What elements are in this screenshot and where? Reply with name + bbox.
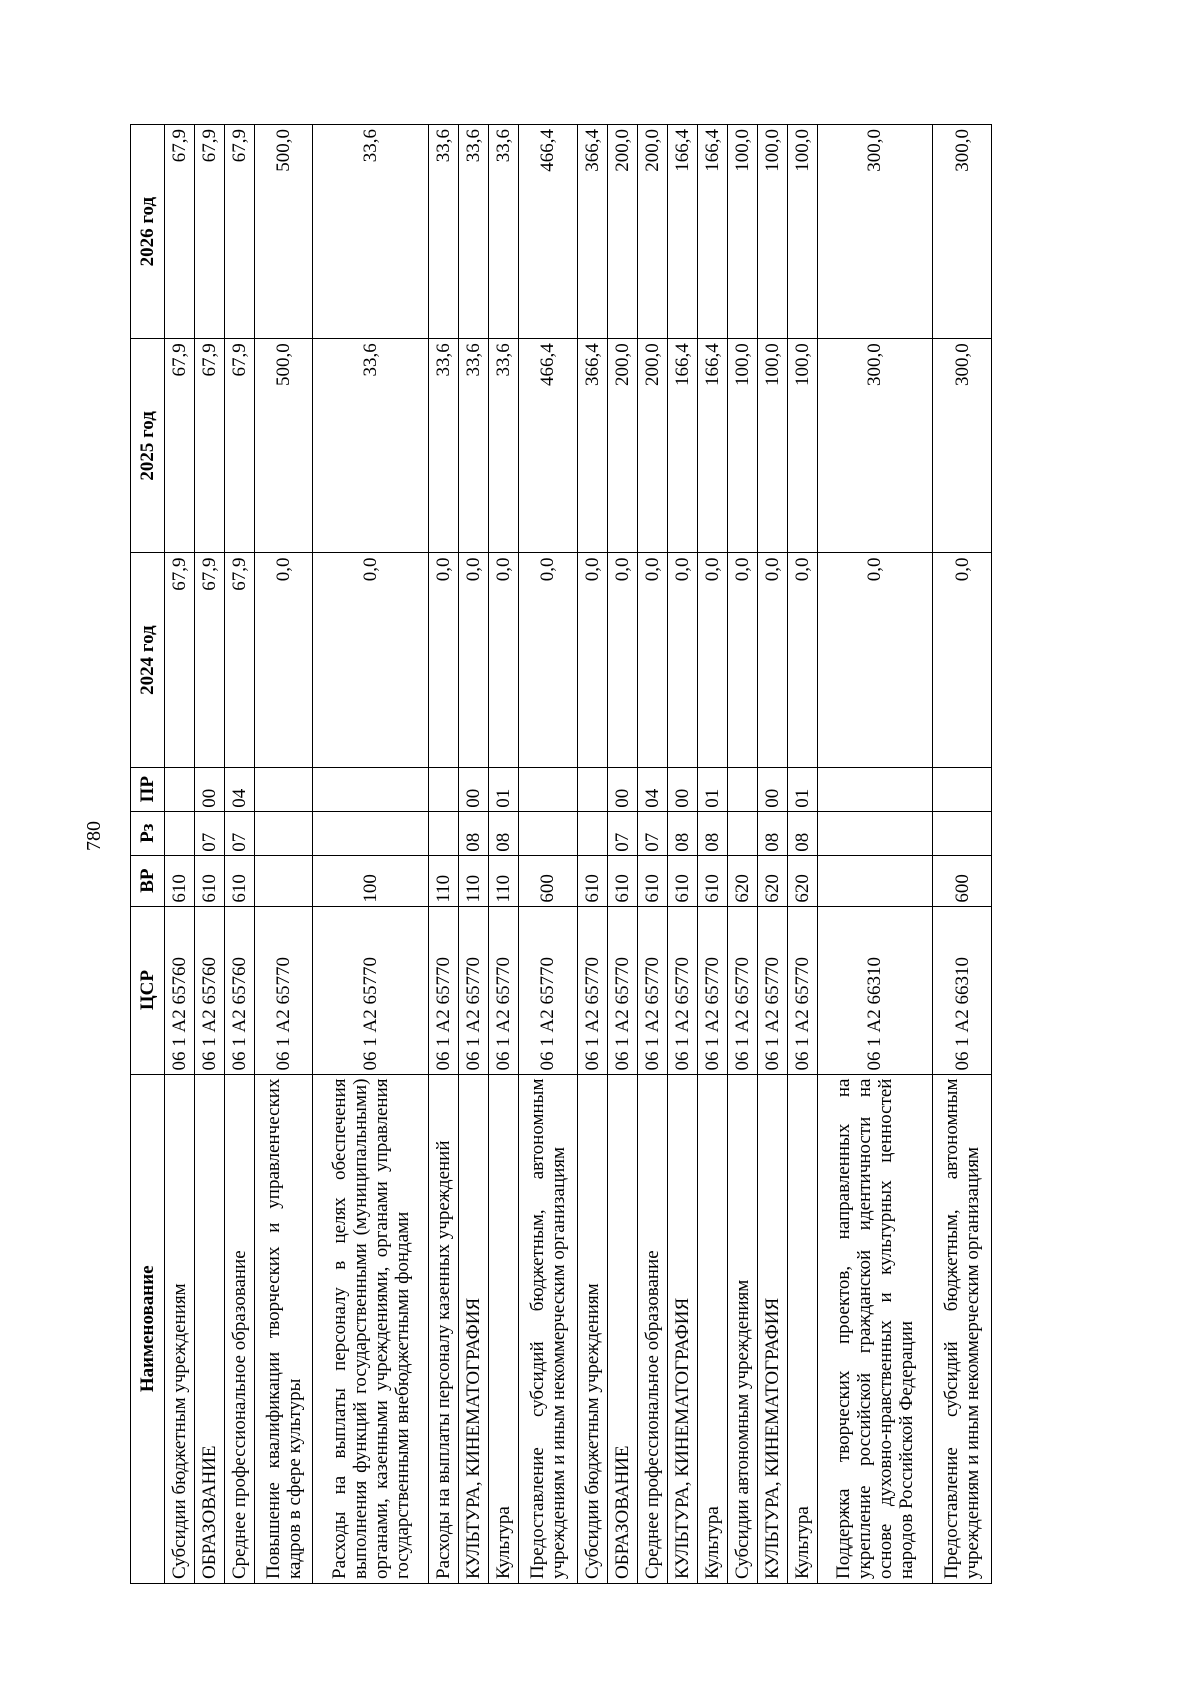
cell-y2024: 0,0: [607, 553, 637, 767]
cell-csr: 06 1 А2 65760: [165, 906, 195, 1074]
cell-pr: [165, 767, 195, 811]
cell-pr: 01: [697, 767, 727, 811]
cell-y2025: 366,4: [577, 339, 607, 553]
cell-y2025: 466,4: [519, 339, 578, 553]
table-row: [313, 125, 429, 1584]
cell-y2024: 0,0: [637, 553, 667, 767]
cell-csr: 06 1 А2 65770: [667, 906, 697, 1074]
table-header-row: [131, 125, 165, 1584]
cell-y2026: 33,6: [313, 125, 429, 339]
cell-rz: 08: [667, 811, 697, 855]
cell-y2024: 0,0: [727, 553, 757, 767]
cell-y2026: 200,0: [607, 125, 637, 339]
cell-y2025: 33,6: [459, 339, 489, 553]
cell-y2026: 200,0: [637, 125, 667, 339]
cell-name: Расходы на выплаты персоналу в целях обеспечения выполнения функций государственными (муниципальными) органами, казенными учреждениями, органами управления государственными внебюджетными фондами: [313, 1074, 429, 1583]
cell-name: Культура: [697, 1074, 727, 1583]
cell-name: Повышение квалификации творческих и управленческих кадров в сфере культуры: [254, 1074, 313, 1583]
budget-table-container: [130, 124, 992, 1584]
cell-y2024: 0,0: [667, 553, 697, 767]
cell-vr: 610: [637, 855, 667, 906]
cell-csr: 06 1 А2 65770: [607, 906, 637, 1074]
cell-y2024: 0,0: [817, 553, 933, 767]
cell-csr: 06 1 А2 65770: [489, 906, 519, 1074]
cell-y2025: 33,6: [489, 339, 519, 553]
cell-y2025: 33,6: [429, 339, 459, 553]
cell-csr: 06 1 А2 65770: [519, 906, 578, 1074]
cell-pr: 01: [489, 767, 519, 811]
cell-pr: [727, 767, 757, 811]
cell-rz: 08: [489, 811, 519, 855]
cell-y2026: 300,0: [933, 125, 992, 339]
cell-y2025: 200,0: [607, 339, 637, 553]
budget-table: [130, 124, 992, 1584]
cell-y2026: 100,0: [787, 125, 817, 339]
cell-csr: 06 1 А2 65760: [194, 906, 224, 1074]
cell-y2026: 33,6: [429, 125, 459, 339]
cell-vr: 610: [607, 855, 637, 906]
cell-vr: 610: [697, 855, 727, 906]
cell-pr: [313, 767, 429, 811]
cell-y2025: 166,4: [667, 339, 697, 553]
table-row: [489, 125, 519, 1584]
cell-y2024: 0,0: [519, 553, 578, 767]
cell-pr: [519, 767, 578, 811]
table-row: [607, 125, 637, 1584]
cell-csr: 06 1 А2 65770: [787, 906, 817, 1074]
cell-y2026: 366,4: [577, 125, 607, 339]
table-row: [429, 125, 459, 1584]
cell-csr: 06 1 А2 66310: [933, 906, 992, 1074]
cell-y2025: 500,0: [254, 339, 313, 553]
cell-pr: 00: [607, 767, 637, 811]
table-row: [254, 125, 313, 1584]
cell-rz: [165, 811, 195, 855]
cell-y2025: 300,0: [933, 339, 992, 553]
cell-csr: 06 1 А2 65760: [224, 906, 254, 1074]
header-rz: Рз: [131, 811, 165, 855]
cell-name: Среднее профессиональное образование: [224, 1074, 254, 1583]
cell-rz: 07: [194, 811, 224, 855]
cell-y2025: 300,0: [817, 339, 933, 553]
table-row: [727, 125, 757, 1584]
cell-vr: 610: [224, 855, 254, 906]
cell-pr: 00: [459, 767, 489, 811]
cell-y2026: 33,6: [489, 125, 519, 339]
table-row: [194, 125, 224, 1584]
cell-pr: [933, 767, 992, 811]
cell-y2026: 466,4: [519, 125, 578, 339]
cell-y2025: 100,0: [757, 339, 787, 553]
cell-y2025: 200,0: [637, 339, 667, 553]
cell-csr: 06 1 А2 65770: [637, 906, 667, 1074]
cell-rz: [254, 811, 313, 855]
table-row: [933, 125, 992, 1584]
cell-name: Культура: [787, 1074, 817, 1583]
cell-y2024: 0,0: [577, 553, 607, 767]
cell-csr: 06 1 А2 66310: [817, 906, 933, 1074]
cell-csr: 06 1 А2 65770: [727, 906, 757, 1074]
table-row: [459, 125, 489, 1584]
cell-name: Субсидии бюджетным учреждениям: [577, 1074, 607, 1583]
cell-csr: 06 1 А2 65770: [429, 906, 459, 1074]
cell-y2026: 67,9: [194, 125, 224, 339]
cell-y2026: 500,0: [254, 125, 313, 339]
cell-vr: 110: [489, 855, 519, 906]
table-row: [165, 125, 195, 1584]
cell-name: Расходы на выплаты персоналу казенных учреждений: [429, 1074, 459, 1583]
cell-rz: 08: [787, 811, 817, 855]
cell-rz: 07: [637, 811, 667, 855]
cell-rz: 07: [224, 811, 254, 855]
cell-vr: 100: [313, 855, 429, 906]
header-vr: ВР: [131, 855, 165, 906]
page-number: 780: [83, 821, 105, 851]
cell-rz: [429, 811, 459, 855]
cell-y2024: 0,0: [429, 553, 459, 767]
cell-pr: [254, 767, 313, 811]
cell-rz: [313, 811, 429, 855]
cell-rz: 08: [697, 811, 727, 855]
cell-vr: 110: [459, 855, 489, 906]
cell-vr: 620: [787, 855, 817, 906]
cell-rz: [519, 811, 578, 855]
table-row: [697, 125, 727, 1584]
cell-y2025: 67,9: [194, 339, 224, 553]
cell-y2024: 0,0: [933, 553, 992, 767]
cell-pr: 00: [194, 767, 224, 811]
cell-name: ОБРАЗОВАНИЕ: [194, 1074, 224, 1583]
cell-y2024: 0,0: [459, 553, 489, 767]
cell-vr: 610: [165, 855, 195, 906]
cell-vr: 600: [933, 855, 992, 906]
cell-csr: 06 1 А2 65770: [459, 906, 489, 1074]
cell-pr: [577, 767, 607, 811]
cell-y2024: 67,9: [224, 553, 254, 767]
cell-name: Среднее профессиональное образование: [637, 1074, 667, 1583]
cell-vr: 610: [577, 855, 607, 906]
cell-pr: 04: [637, 767, 667, 811]
table-row: [637, 125, 667, 1584]
cell-vr: [254, 855, 313, 906]
cell-y2024: 0,0: [254, 553, 313, 767]
cell-name: КУЛЬТУРА, КИНЕМАТОГРАФИЯ: [757, 1074, 787, 1583]
cell-pr: 00: [667, 767, 697, 811]
header-2024: 2024 год: [131, 553, 165, 767]
table-row: [519, 125, 578, 1584]
cell-vr: [817, 855, 933, 906]
cell-pr: 01: [787, 767, 817, 811]
cell-csr: 06 1 А2 65770: [254, 906, 313, 1074]
table-row: [817, 125, 933, 1584]
header-csr: ЦСР: [131, 906, 165, 1074]
cell-rz: [727, 811, 757, 855]
cell-y2024: 0,0: [757, 553, 787, 767]
cell-vr: 620: [727, 855, 757, 906]
header-2025: 2025 год: [131, 339, 165, 553]
cell-y2024: 0,0: [787, 553, 817, 767]
cell-y2024: 0,0: [313, 553, 429, 767]
cell-vr: 110: [429, 855, 459, 906]
cell-rz: [577, 811, 607, 855]
table-row: [787, 125, 817, 1584]
cell-y2026: 67,9: [224, 125, 254, 339]
cell-y2025: 33,6: [313, 339, 429, 553]
cell-name: КУЛЬТУРА, КИНЕМАТОГРАФИЯ: [667, 1074, 697, 1583]
cell-pr: 00: [757, 767, 787, 811]
header-name: Наименование: [131, 1074, 165, 1583]
cell-y2024: 0,0: [489, 553, 519, 767]
cell-y2024: 0,0: [697, 553, 727, 767]
cell-y2026: 33,6: [459, 125, 489, 339]
cell-pr: 04: [224, 767, 254, 811]
cell-pr: [429, 767, 459, 811]
cell-y2025: 100,0: [787, 339, 817, 553]
cell-y2026: 100,0: [757, 125, 787, 339]
cell-rz: [817, 811, 933, 855]
cell-name: Субсидии бюджетным учреждениям: [165, 1074, 195, 1583]
cell-vr: 610: [667, 855, 697, 906]
cell-csr: 06 1 А2 65770: [697, 906, 727, 1074]
header-pr: ПР: [131, 767, 165, 811]
cell-pr: [817, 767, 933, 811]
cell-y2026: 300,0: [817, 125, 933, 339]
cell-csr: 06 1 А2 65770: [577, 906, 607, 1074]
cell-rz: [933, 811, 992, 855]
cell-y2025: 166,4: [697, 339, 727, 553]
cell-y2024: 67,9: [194, 553, 224, 767]
cell-name: Субсидии автономным учреждениям: [727, 1074, 757, 1583]
cell-name: Культура: [489, 1074, 519, 1583]
cell-y2025: 67,9: [224, 339, 254, 553]
cell-csr: 06 1 А2 65770: [313, 906, 429, 1074]
cell-y2026: 166,4: [697, 125, 727, 339]
header-2026: 2026 год: [131, 125, 165, 339]
cell-vr: 600: [519, 855, 578, 906]
cell-y2026: 100,0: [727, 125, 757, 339]
cell-rz: 08: [459, 811, 489, 855]
cell-y2025: 100,0: [727, 339, 757, 553]
cell-vr: 610: [194, 855, 224, 906]
cell-name: КУЛЬТУРА, КИНЕМАТОГРАФИЯ: [459, 1074, 489, 1583]
cell-vr: 620: [757, 855, 787, 906]
table-row: [757, 125, 787, 1584]
cell-name: Поддержка творческих проектов, направленных на укрепление российской гражданской идентичности на основе духовно-нравственных и культурных ценностей народов Российской Федерации: [817, 1074, 933, 1583]
cell-rz: 07: [607, 811, 637, 855]
cell-name: Предоставление субсидий бюджетным, автономным учреждениям и иным некоммерческим организациям: [933, 1074, 992, 1583]
cell-csr: 06 1 А2 65770: [757, 906, 787, 1074]
table-row: [224, 125, 254, 1584]
table-row: [577, 125, 607, 1584]
cell-name: Предоставление субсидий бюджетным, автономным учреждениям и иным некоммерческим организациям: [519, 1074, 578, 1583]
table-row: [667, 125, 697, 1584]
cell-y2026: 166,4: [667, 125, 697, 339]
cell-y2024: 67,9: [165, 553, 195, 767]
cell-rz: 08: [757, 811, 787, 855]
cell-name: ОБРАЗОВАНИЕ: [607, 1074, 637, 1583]
cell-y2025: 67,9: [165, 339, 195, 553]
cell-y2026: 67,9: [165, 125, 195, 339]
